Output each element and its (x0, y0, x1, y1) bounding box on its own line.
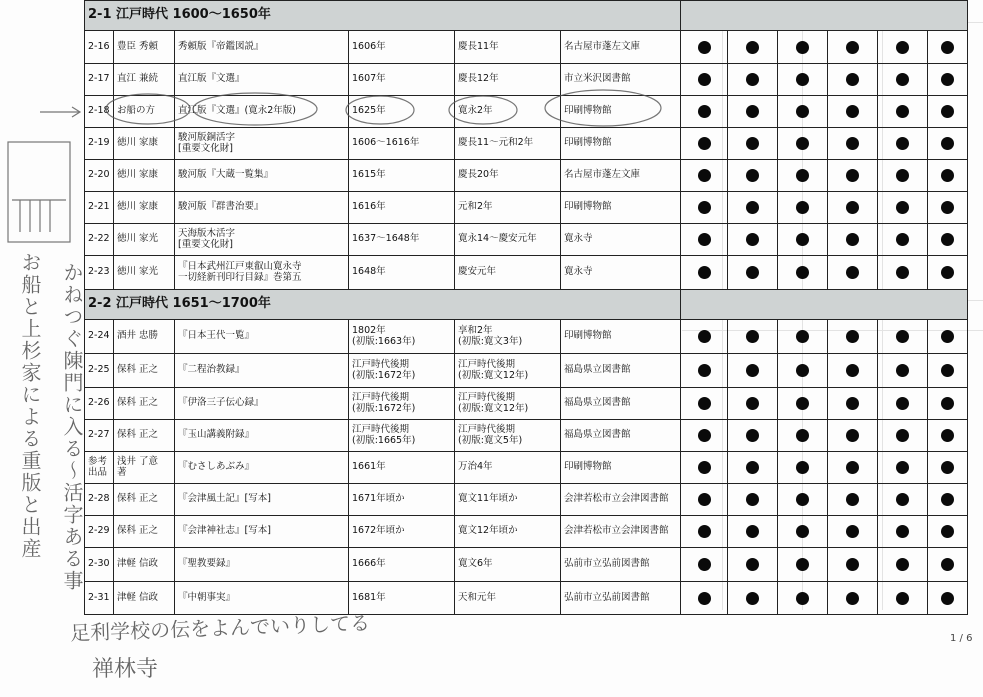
work-title: 天海版木活字 [重要文化財] (175, 224, 349, 256)
japanese-era: 天和元年 (455, 582, 561, 615)
catalog-number: 2-17 (85, 64, 114, 96)
author-name: 保科 正之 (114, 516, 175, 548)
holding-institution: 名古屋市蓬左文庫 (561, 160, 681, 192)
work-title: 『二程治教録』 (175, 354, 349, 388)
page-number: 1 / 6 (950, 633, 973, 644)
sketch-lines (12, 200, 66, 232)
catalog-number: 2-20 (85, 160, 114, 192)
holding-institution: 福島県立図書館 (561, 354, 681, 388)
catalog-number: 2-22 (85, 224, 114, 256)
author-name: 直江 兼続 (114, 64, 175, 96)
holding-institution: 会津若松市立会津図書館 (561, 516, 681, 548)
western-year: 1615年 (349, 160, 455, 192)
japanese-era: 寛文6年 (455, 548, 561, 582)
western-year: 1607年 (349, 64, 455, 96)
western-year: 1672年頃か (349, 516, 455, 548)
handwritten-footer-1: 足利学校の伝をよんでいりしてる (69, 610, 371, 646)
work-title: 『玉山講義附録』 (175, 420, 349, 452)
western-year: 1671年頃か (349, 484, 455, 516)
western-year: 1625年 (349, 96, 455, 128)
holding-institution: 名古屋市蓬左文庫 (561, 31, 681, 64)
author-name: 津軽 信政 (114, 582, 175, 615)
holding-institution: 福島県立図書館 (561, 388, 681, 420)
author-name: 徳川 家光 (114, 224, 175, 256)
section-title: 2-2 江戸時代 1651〜1700年 (85, 290, 681, 320)
western-year: 1606年 (349, 31, 455, 64)
author-name: 徳川 家光 (114, 256, 175, 290)
section-title: 2-1 江戸時代 1600〜1650年 (85, 1, 681, 31)
japanese-era: 寛文12年頃か (455, 516, 561, 548)
japanese-era: 寛文11年頃か (455, 484, 561, 516)
western-year: 江戸時代後期 (初版:1672年) (349, 354, 455, 388)
work-title: 駿河版『群書治要』 (175, 192, 349, 224)
handwritten-note-a: かねつぐ陳門に入る〜活字ある事 (60, 262, 84, 592)
holding-institution: 印刷博物館 (561, 320, 681, 354)
japanese-era: 慶長11〜元和2年 (455, 128, 561, 160)
work-title: 駿河版銅活字 [重要文化財] (175, 128, 349, 160)
japanese-era: 慶長20年 (455, 160, 561, 192)
holding-institution: 寛永寺 (561, 256, 681, 290)
catalog-number: 2-27 (85, 420, 114, 452)
catalog-number: 2-26 (85, 388, 114, 420)
western-year: 1681年 (349, 582, 455, 615)
work-title: 『日本武州江戸東叡山寛永寺 一切経新刊印行目録』巻第五 (175, 256, 349, 290)
japanese-era: 寛永2年 (455, 96, 561, 128)
japanese-era: 慶長11年 (455, 31, 561, 64)
author-name: 徳川 家康 (114, 160, 175, 192)
catalog-number: 2-25 (85, 354, 114, 388)
holding-institution: 印刷博物館 (561, 128, 681, 160)
work-title: 直江版『文選』(寛永2年版) (175, 96, 349, 128)
author-name: 豊臣 秀頼 (114, 31, 175, 64)
work-title: 『日本王代一覧』 (175, 320, 349, 354)
sketch-box (8, 142, 70, 242)
author-name: 保科 正之 (114, 388, 175, 420)
western-year: 江戸時代後期 (初版:1672年) (349, 388, 455, 420)
work-title: 直江版『文選』 (175, 64, 349, 96)
holding-institution: 会津若松市立会津図書館 (561, 484, 681, 516)
western-year: 1616年 (349, 192, 455, 224)
work-title: 『聖教要録』 (175, 548, 349, 582)
holding-institution: 弘前市立弘前図書館 (561, 582, 681, 615)
circle-mark (346, 96, 414, 124)
holding-institution: 印刷博物館 (561, 452, 681, 484)
circle-mark (545, 90, 661, 126)
western-year: 1661年 (349, 452, 455, 484)
holding-institution: 印刷博物館 (561, 96, 681, 128)
catalog-number: 参考 出品 (85, 452, 114, 484)
work-title: 駿河版『大蔵一覧集』 (175, 160, 349, 192)
catalog-number: 2-29 (85, 516, 114, 548)
catalog-number: 2-16 (85, 31, 114, 64)
handwritten-note-b: お船と上杉家による重版と出産 (18, 252, 42, 560)
japanese-era: 享和2年 (初版:寛文3年) (455, 320, 561, 354)
western-year: 1648年 (349, 256, 455, 290)
work-title: 『むさしあぶみ』 (175, 452, 349, 484)
handwritten-footer-2: 禅林寺 (92, 657, 159, 682)
holding-institution: 市立米沢図書館 (561, 64, 681, 96)
circle-mark (449, 96, 517, 124)
circle-mark (193, 93, 317, 125)
japanese-era: 慶安元年 (455, 256, 561, 290)
arrow-mark (40, 107, 80, 117)
author-name: 徳川 家康 (114, 128, 175, 160)
catalog-number: 2-24 (85, 320, 114, 354)
holding-institution: 弘前市立弘前図書館 (561, 548, 681, 582)
western-year: 1637〜1648年 (349, 224, 455, 256)
western-year: 江戸時代後期 (初版:1665年) (349, 420, 455, 452)
author-name: 保科 正之 (114, 484, 175, 516)
holding-institution: 印刷博物館 (561, 192, 681, 224)
japanese-era: 慶長12年 (455, 64, 561, 96)
author-name: 津軽 信政 (114, 548, 175, 582)
catalog-number: 2-18 (85, 96, 114, 128)
japanese-era: 元和2年 (455, 192, 561, 224)
catalog-number: 2-19 (85, 128, 114, 160)
work-title: 秀頼版『帝鑑図説』 (175, 31, 349, 64)
catalog-number: 2-28 (85, 484, 114, 516)
author-name: お船の方 (114, 96, 175, 128)
catalog-number: 2-21 (85, 192, 114, 224)
catalog-number: 2-31 (85, 582, 114, 615)
catalog-number: 2-30 (85, 548, 114, 582)
work-title: 『伊洛三子伝心録』 (175, 388, 349, 420)
work-title: 『中朝事実』 (175, 582, 349, 615)
japanese-era: 江戸時代後期 (初版:寛文5年) (455, 420, 561, 452)
author-name: 浅井 了意 著 (114, 452, 175, 484)
japanese-era: 江戸時代後期 (初版:寛文12年) (455, 388, 561, 420)
holding-institution: 福島県立図書館 (561, 420, 681, 452)
western-year: 1802年 (初版:1663年) (349, 320, 455, 354)
author-name: 保科 正之 (114, 420, 175, 452)
author-name: 酒井 忠勝 (114, 320, 175, 354)
catalog-number: 2-23 (85, 256, 114, 290)
work-title: 『会津神社志』[写本] (175, 516, 349, 548)
japanese-era: 江戸時代後期 (初版:寛文12年) (455, 354, 561, 388)
circle-mark (106, 94, 190, 124)
western-year: 1666年 (349, 548, 455, 582)
author-name: 徳川 家康 (114, 192, 175, 224)
japanese-era: 万治4年 (455, 452, 561, 484)
western-year: 1606〜1616年 (349, 128, 455, 160)
japanese-era: 寛永14〜慶安元年 (455, 224, 561, 256)
author-name: 保科 正之 (114, 354, 175, 388)
work-title: 『会津風土記』[写本] (175, 484, 349, 516)
holding-institution: 寛永寺 (561, 224, 681, 256)
